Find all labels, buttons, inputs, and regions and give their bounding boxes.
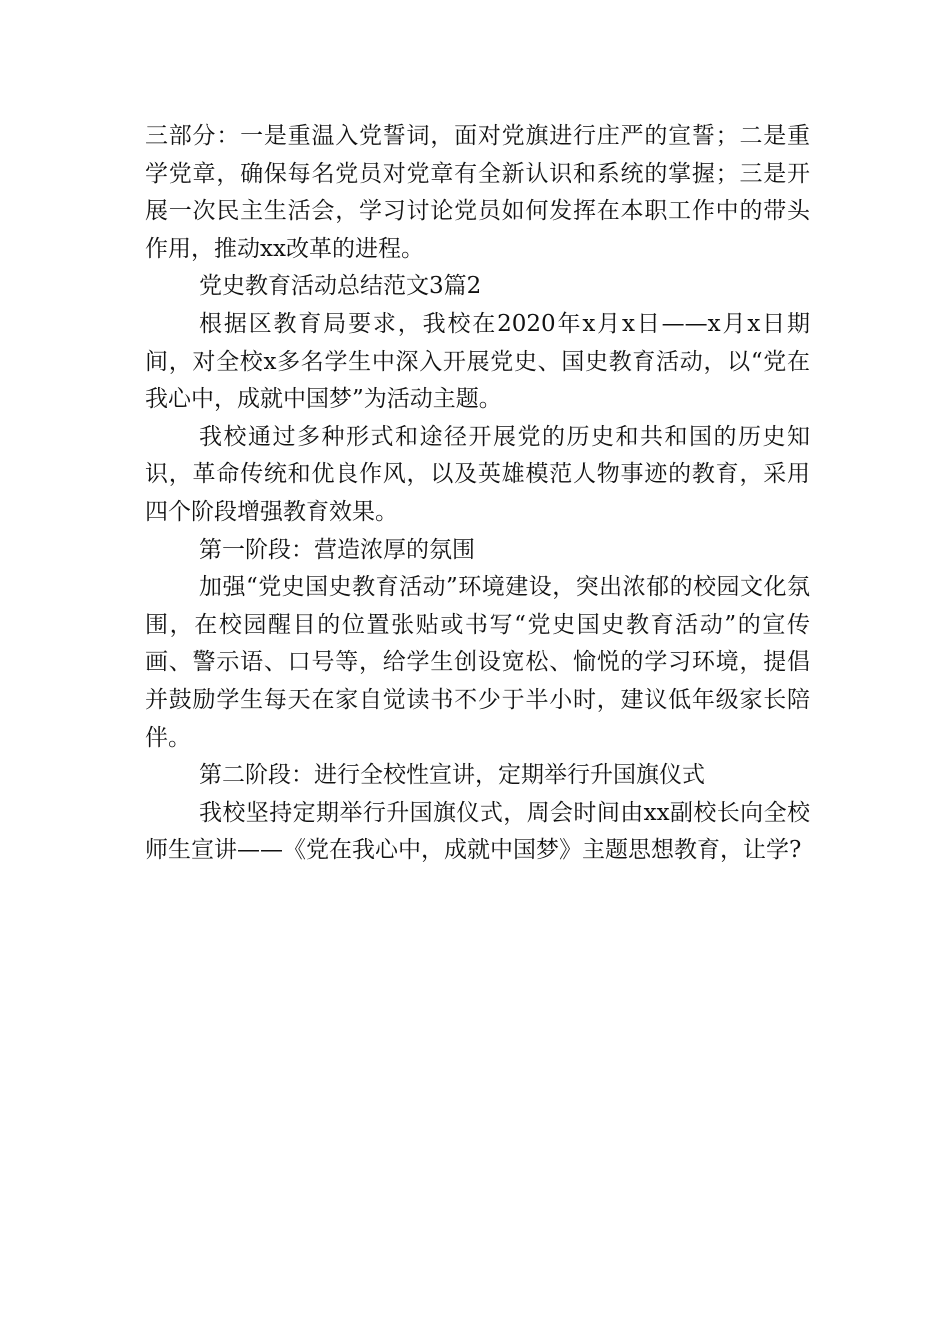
paragraph-stage-two: 我校坚持定期举行升国旗仪式，周会时间由xx副校长向全校师生宣讲——《党在我心中，成就中国梦》主题思想教育，让学? [145, 799, 810, 864]
stage-two-heading: 第二阶段：进行全校性宣讲，定期举行升国旗仪式 [199, 762, 705, 789]
paragraph-intro: 根据区教育局要求，我校在2020年x月x日——x月x日期间，对全校x多名学生中深入开展党史、国史教育活动，以“党在我心中，成就中国梦”为活动主题。 [145, 310, 810, 413]
stage-one-heading: 第一阶段：营造浓厚的氛围 [199, 536, 475, 563]
document-body [145, 118, 810, 870]
paragraph-stage-one: 加强“党史国史教育活动”环境建设，突出浓郁的校园文化氛围，在校园醒目的位置张贴或书写“党史国史教育活动”的宣传画、警示语、口号等，给学生创设宽松、愉悦的学习环境，提倡并鼓励学生每天在家自觉读书不少于半小时，建议低年级家长陪伴。 [145, 574, 810, 751]
paragraph-continuation: 三部分：一是重温入党誓词，面对党旗进行庄严的宣誓；二是重学党章，确保每名党员对党章有全新认识和系统的掌握；三是开展一次民主生活会，学习讨论党员如何发挥在本职工作中的带头作用，推动xx改革的进程。 [145, 123, 810, 262]
paragraph-methods: 我校通过多种形式和途径开展党的历史和共和国的历史知识，革命传统和优良作风，以及英雄模范人物事迹的教育，采用四个阶段增强教育效果。 [145, 423, 810, 525]
section-title: 党史教育活动总结范文3篇2 [199, 273, 482, 300]
